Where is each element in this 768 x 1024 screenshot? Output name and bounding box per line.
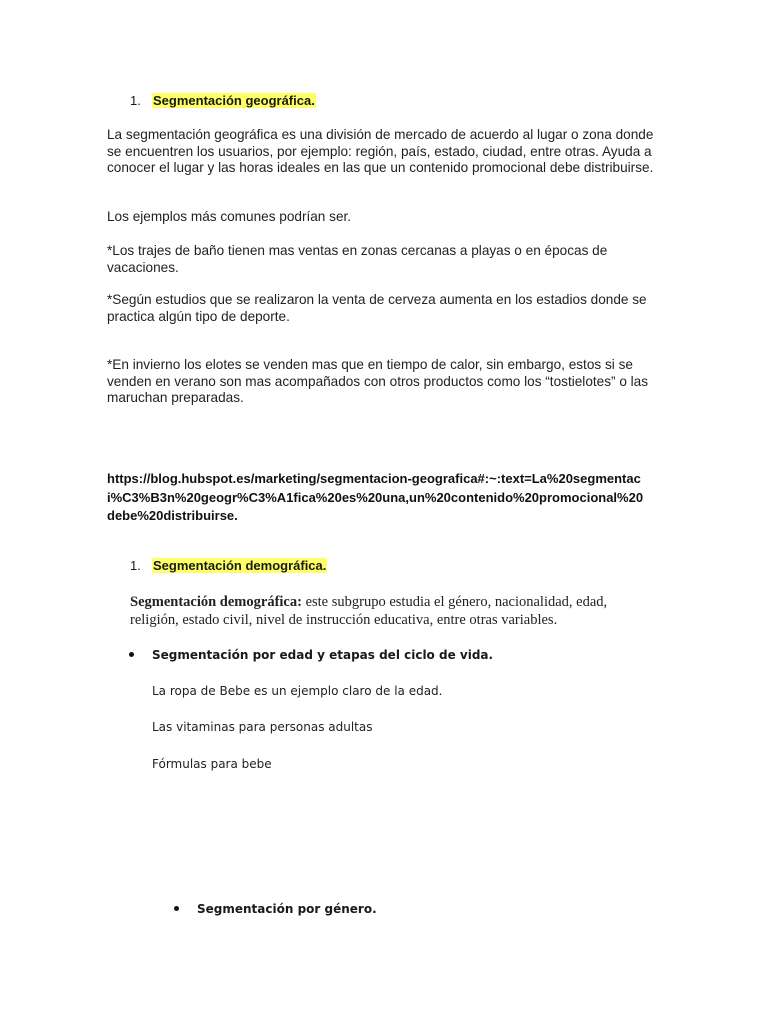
- section-heading-demografica: [130, 557, 327, 575]
- list-number: 1.: [130, 93, 141, 108]
- paragraph-examples-intro: Los ejemplos más comunes podrían ser.: [107, 209, 352, 224]
- bullet-genero: [174, 901, 377, 917]
- bullet-title: Segmentación por edad y etapas del ciclo de vida.: [152, 648, 494, 662]
- list-item: Las vitaminas para personas adultas: [152, 720, 373, 734]
- paragraph-definition: La segmentación geográfica es una división de mercado de acuerdo al lugar o zona donde se encuentren los usuarios, por ejemplo: región, país, estado, ciudad, entre otras. Ayuda a conocer el lugar y las horas ideales en las que un contenido promocional debe distribuirse.: [107, 127, 654, 175]
- paragraph-example-2: *Según estudios que se realizaron la venta de cerveza aumenta en los estadios donde se practica algún tipo de deporte.: [107, 292, 647, 324]
- list-number: 1.: [130, 558, 141, 573]
- heading-title: Segmentación demográfica.: [153, 558, 327, 573]
- bullet-icon: [129, 652, 134, 657]
- paragraph-example-1: *Los trajes de baño tienen mas ventas en zonas cercanas a playas o en épocas de vacaciones.: [107, 243, 608, 275]
- bullet-edad: [129, 647, 493, 663]
- list-item: Fórmulas para bebe: [152, 757, 272, 771]
- definition-text: este subgrupo estudia el género, nacionalidad, edad, religión, estado civil, nivel de instrucción educativa, entre otras variables.: [130, 594, 608, 628]
- heading-title: Segmentación geográfica.: [153, 93, 315, 108]
- source-link[interactable]: https://blog.hubspot.es/marketing/segmentacion-geografica#:~:text=La%20segmentaci%C3%B3n%20geogr%C3%A1fica%20es%20una,un%20contenido%20promocional%20debe%20distribuirse.: [107, 471, 644, 523]
- paragraph-example-3: *En invierno los elotes se venden mas que en tiempo de calor, sin embargo, estos si se venden en verano son mas acompañados con otros productos como los “tostielotes” o las maruchan preparadas.: [107, 357, 649, 405]
- section-heading-geografica: [130, 92, 316, 110]
- list-item: La ropa de Bebe es un ejemplo claro de la edad.: [152, 684, 443, 698]
- bullet-title: Segmentación por género.: [197, 902, 377, 916]
- definition-term: Segmentación demográfica:: [130, 594, 302, 610]
- paragraph-demografica-definition: [130, 593, 630, 629]
- bullet-icon: [174, 906, 179, 911]
